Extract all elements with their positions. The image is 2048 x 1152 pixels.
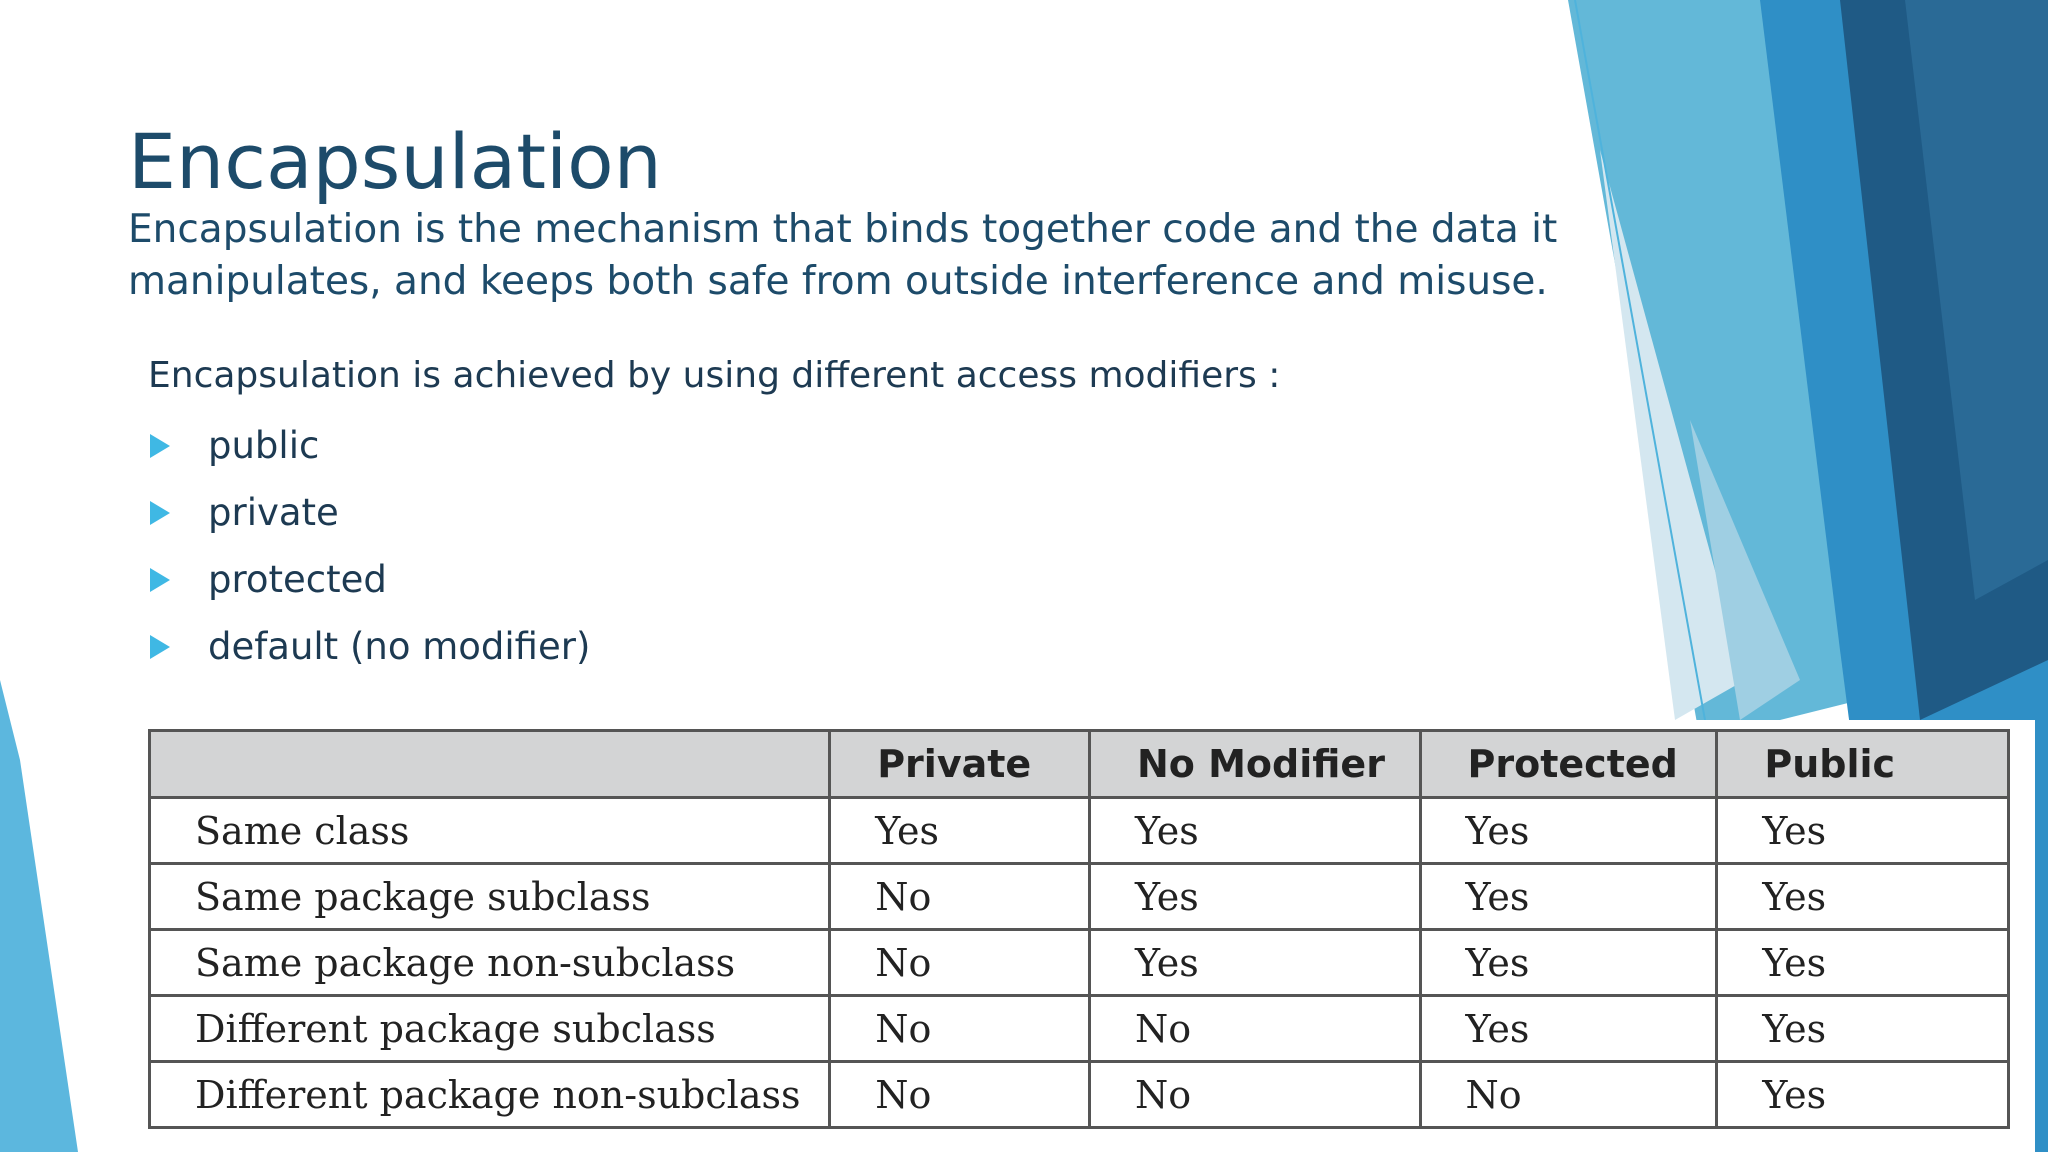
header-no-modifier: No Modifier	[1089, 731, 1420, 798]
access-modifier-table	[148, 729, 2010, 1129]
table-cell: Yes	[1717, 996, 2009, 1062]
list-item-label: private	[208, 491, 339, 534]
table-cell: No	[1420, 1062, 1717, 1128]
row-label: Same class	[150, 798, 830, 864]
list-item-label: public	[208, 424, 320, 467]
table-row	[150, 864, 2009, 930]
row-label: Same package subclass	[150, 864, 830, 930]
row-label: Different package non-subclass	[150, 1062, 830, 1128]
table-cell: No	[830, 1062, 1090, 1128]
table-cell: No	[1089, 1062, 1420, 1128]
list-item-label: default (no modifier)	[208, 625, 591, 668]
table-cell: Yes	[1420, 864, 1717, 930]
table-cell: No	[1089, 996, 1420, 1062]
access-table-container	[140, 720, 2035, 1152]
list-item	[148, 613, 590, 680]
table-cell: Yes	[1717, 798, 2009, 864]
table-cell: No	[830, 864, 1090, 930]
list-item	[148, 546, 590, 613]
triangle-right-icon	[150, 568, 170, 592]
table-cell: Yes	[1420, 996, 1717, 1062]
intro-text: Encapsulation is achieved by using different access modifiers :	[148, 355, 1281, 396]
table-cell: Yes	[1717, 930, 2009, 996]
table-row	[150, 1062, 2009, 1128]
table-cell: No	[830, 996, 1090, 1062]
table-cell: Yes	[1420, 798, 1717, 864]
triangle-right-icon	[150, 635, 170, 659]
table-cell: Yes	[1420, 930, 1717, 996]
table-cell: Yes	[1717, 1062, 2009, 1128]
row-label: Same package non-subclass	[150, 930, 830, 996]
table-row	[150, 798, 2009, 864]
table-cell: Yes	[1089, 798, 1420, 864]
modifier-list	[148, 412, 590, 680]
triangle-right-icon	[150, 501, 170, 525]
table-cell: Yes	[830, 798, 1090, 864]
table-cell: Yes	[1089, 864, 1420, 930]
header-public: Public	[1717, 731, 2009, 798]
table-cell: No	[830, 930, 1090, 996]
list-item-label: protected	[208, 558, 387, 601]
table-cell: Yes	[1089, 930, 1420, 996]
header-empty	[150, 731, 830, 798]
header-private: Private	[830, 731, 1090, 798]
table-cell: Yes	[1717, 864, 2009, 930]
table-row	[150, 996, 2009, 1062]
slide-subtitle: Encapsulation is the mechanism that binds together code and the data it manipulates, and keeps both safe from outside interference and misuse.	[128, 207, 1558, 304]
list-item	[148, 479, 590, 546]
header-protected: Protected	[1420, 731, 1717, 798]
table-header-row	[150, 731, 2009, 798]
list-item	[148, 412, 590, 479]
row-label: Different package subclass	[150, 996, 830, 1062]
triangle-right-icon	[150, 434, 170, 458]
deco-facet-left	[0, 680, 78, 1152]
slide-title: Encapsulation	[128, 117, 662, 206]
table-row	[150, 930, 2009, 996]
